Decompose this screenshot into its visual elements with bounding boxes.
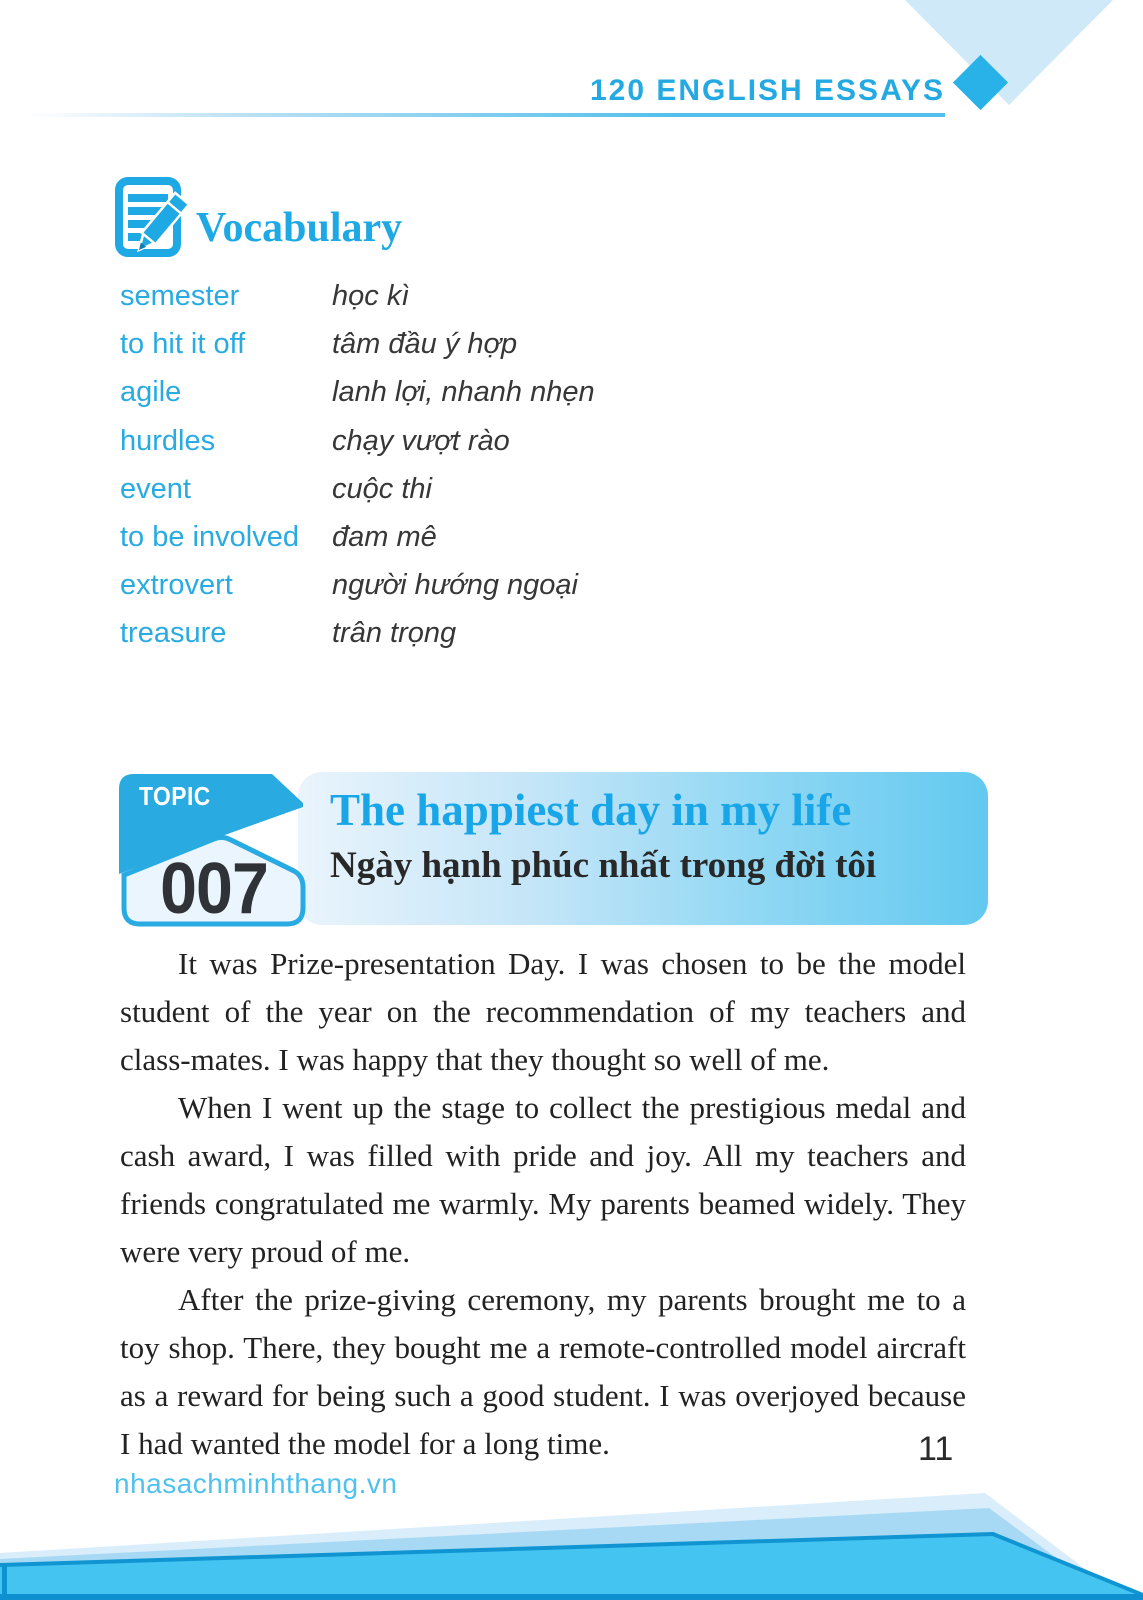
vocab-translation: người hướng ngoại bbox=[332, 569, 578, 602]
vocab-term: agile bbox=[120, 376, 182, 409]
vocab-row bbox=[120, 609, 595, 657]
vocab-translation: tâm đầu ý hợp bbox=[332, 328, 518, 361]
vocabulary-heading: Vocabulary bbox=[196, 205, 403, 251]
topic-titles bbox=[330, 786, 876, 886]
vocab-term: hurdles bbox=[120, 424, 216, 457]
vocab-translation: chạy vượt rào bbox=[332, 424, 510, 457]
vocab-row bbox=[120, 465, 595, 513]
vocab-term: event bbox=[120, 472, 191, 505]
vocab-row bbox=[120, 561, 595, 609]
vocab-translation: học kì bbox=[332, 280, 410, 312]
vocab-term: semester bbox=[120, 280, 240, 312]
vocab-translation: trân trọng bbox=[332, 617, 457, 650]
vocab-term: to be involved bbox=[120, 521, 299, 554]
vocabulary-list bbox=[120, 272, 595, 658]
essay-paragraph: It was Prize-presentation Day. I was chosen to be the model student of the year on the recommendation of my teachers and class-mates. I was happy that they thought so well of me. bbox=[120, 946, 966, 1077]
essay-paragraph: After the prize-giving ceremony, my parents brought me to a toy shop. There, they bought me a remote-controlled model aircraft as a reward for being such a good student. I was overjoyed because I had wanted the model for a long time. bbox=[120, 1282, 966, 1461]
notepad-pencil-icon bbox=[112, 170, 198, 260]
topic-title-english: The happiest day in my life bbox=[330, 785, 852, 835]
vocab-translation: đam mê bbox=[332, 521, 437, 554]
vocab-row bbox=[120, 513, 595, 561]
vocab-row bbox=[120, 417, 595, 465]
vocab-translation: cuộc thi bbox=[332, 472, 432, 505]
vocab-row bbox=[120, 272, 595, 320]
vocab-term: to hit it off bbox=[120, 328, 246, 361]
vocab-term: treasure bbox=[120, 617, 227, 650]
essay-paragraph: When I went up the stage to collect the prestigious medal and cash award, I was filled with pride and joy. All my teachers and friends congratulated me warmly. My parents beamed widely. They were very proud of me. bbox=[120, 1090, 966, 1269]
essay-body bbox=[120, 940, 966, 1468]
watermark-text: nhasachminhthang.vn bbox=[114, 1468, 398, 1499]
topic-title-vietnamese: Ngày hạnh phúc nhất trong đời tôi bbox=[330, 844, 877, 886]
header-underline bbox=[28, 113, 945, 117]
topic-label: TOPIC bbox=[139, 781, 211, 811]
topic-number: 007 bbox=[160, 849, 268, 929]
vocab-translation: lanh lợi, nhanh nhẹn bbox=[332, 376, 595, 409]
vocab-term: extrovert bbox=[120, 569, 233, 602]
page-number: 11 bbox=[918, 1430, 954, 1468]
vocab-row bbox=[120, 368, 595, 416]
bottom-wave-decoration bbox=[0, 1485, 1143, 1600]
page-header-title: 120 ENGLISH ESSAYS bbox=[589, 74, 945, 107]
vocab-row bbox=[120, 320, 595, 368]
topic-badge bbox=[116, 772, 306, 927]
